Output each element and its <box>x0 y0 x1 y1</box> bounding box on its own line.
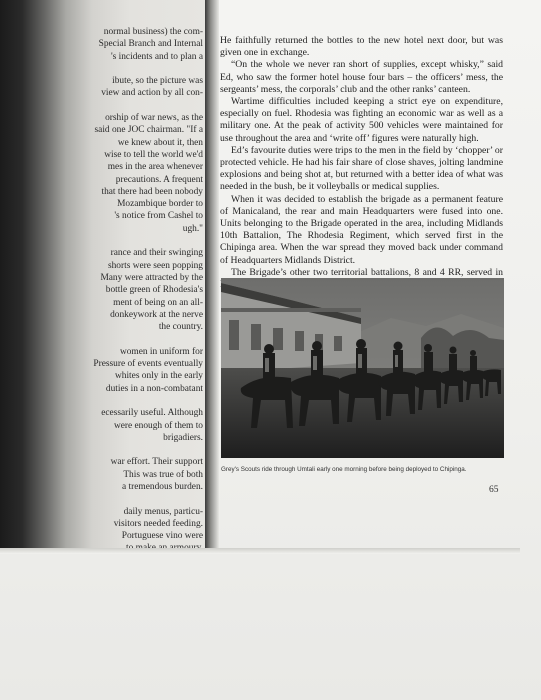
left-page-line: Portuguese vino were <box>121 531 203 542</box>
book-gutter <box>205 0 219 552</box>
page-bottom-edge <box>0 548 520 554</box>
left-page-line: we knew about it, then <box>117 137 203 148</box>
left-page-line: ibute, so the picture was <box>112 76 203 87</box>
left-page-line: normal business) the com- <box>103 27 203 37</box>
left-page-line: that there had been nobody <box>101 186 203 197</box>
right-page-text <box>220 35 503 291</box>
left-page-line: Mozambique border to <box>117 199 203 210</box>
left-page-line: brigadiers. <box>163 432 203 443</box>
paragraph-3: Wartime difficulties included keeping a strict eye on expenditure, especially on fuel. Rhodesia was fighting an economic war as well as a military one. At the peak of activity 500 vehicles were maintained for use throughout the area and ‘write off’ figures were naturally high. <box>220 96 503 144</box>
left-page-line-gap <box>0 100 203 112</box>
left-page-line: visitors needed feeding. <box>113 518 203 529</box>
left-page-line: bottle green of Rhodesia's <box>105 285 203 296</box>
left-page-line: a tremendous burden. <box>122 481 203 492</box>
left-page-line: orship of war news, as the <box>105 113 203 124</box>
left-page-line: donkeywork at the nerve <box>110 309 203 320</box>
left-page-line-gap <box>0 444 203 456</box>
left-page-line: were enough of them to <box>113 420 203 431</box>
paragraph-2: “On the whole we never ran short of supplies, except whisky,” said Ed, who saw the former hotel house four bars – the officers’ mess, the sergeants’ mess, the corporals’ club and the other ranks’ canteen. <box>220 59 503 95</box>
left-page-line: shorts were seen popping <box>107 260 203 271</box>
left-page-line: duties in a non-combatant <box>105 383 203 394</box>
left-page-line: view and action by all con- <box>101 88 203 99</box>
left-page-text <box>0 26 203 552</box>
left-page-line: ecessarily useful. Although <box>101 408 203 419</box>
left-page-line: ment of being on an all- <box>113 297 203 308</box>
left-page-line: Many were attracted by the <box>100 272 203 283</box>
left-page-line: Special Branch and Internal <box>98 39 203 50</box>
page-number: 65 <box>489 485 499 495</box>
left-page-line: daily menus, particu- <box>123 506 203 517</box>
left-page-line: This was true of both <box>123 469 203 480</box>
left-page-line: women in uniform for <box>119 346 203 357</box>
left-page <box>0 0 205 552</box>
photo-caption: Grey's Scouts ride through Umtali early one morning before being deployed to Chipinga. <box>221 466 467 473</box>
left-page-line: the country. <box>158 322 203 333</box>
photo-image <box>221 278 504 458</box>
left-page-line: rance and their swinging <box>110 248 203 259</box>
photograph-mounted-riders <box>221 278 504 458</box>
paragraph-5: When it was decided to establish the brigade as a permanent feature of Manicaland, the rear and main Headquarters were fused into one. Units belonging to the Brigade operated in the area, including Midlands 10th Battalion, The Rhodesia Regiment, which served first in the Chipinga area. When the war spread they moved back under command of Headquarters Midlands District. <box>220 193 503 266</box>
left-page-line: said one JOC chairman. "If a <box>94 125 203 136</box>
left-page-line: 's notice from Cashel to <box>114 211 203 222</box>
left-page-line-gap <box>0 493 203 505</box>
left-page-line: wise to tell the world we'd <box>104 149 203 160</box>
left-page-line: precautions. A frequent <box>115 174 203 185</box>
left-page-line: 's incidents and to plan a <box>110 51 203 62</box>
left-page-line-gap <box>0 395 203 407</box>
paragraph-1: He faithfully returned the bottles to the new hotel next door, but was given one in exchange. <box>220 35 503 59</box>
paragraph-4: Ed’s favourite duties were trips to the men in the field by ‘chopper’ or protected vehicle. He had his fair share of close shaves, jolting landmine explosions and being shot at, but returned with a better idea of what was needed in the bush, be it volleyballs or medical supplies. <box>220 144 503 193</box>
left-page-line-gap <box>0 333 203 345</box>
left-page-line: mes in the area whenever <box>107 162 203 173</box>
left-page-line: ugh." <box>182 223 203 234</box>
left-page-line-gap <box>0 235 203 247</box>
left-page-line: war effort. Their support <box>110 457 203 468</box>
paragraph-6: The Brigade’s other two territorial battalions, 8 and 4 RR, served in <box>231 266 503 278</box>
left-page-line: whites only in the early <box>114 371 203 382</box>
left-page-line-gap <box>0 63 203 75</box>
left-page-line: Pressure of events eventually <box>93 359 203 370</box>
